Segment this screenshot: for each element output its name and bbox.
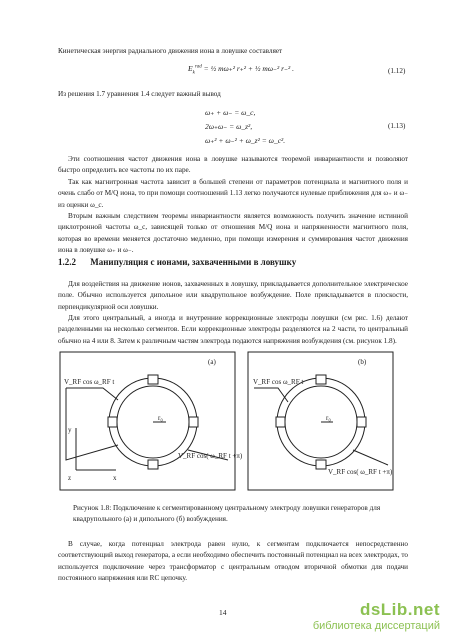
eq13-number: (1.13): [388, 122, 406, 130]
section-heading: [58, 257, 308, 267]
panel-b-wire-right: [353, 450, 388, 465]
paragraph-cyclotron: Вторым важным следствием теоремы инвариантности является возможность получить значение истинной циклотронной частоты ω_c, зависящей только от отношения M/Q иона и напряженности магнитного поля, которая во времени меняется достаточно медленно, при помощи измерения и суммирования частот движения иона в ловушке ω₊ и ω₋.: [58, 212, 408, 254]
equation-1-13: [205, 106, 285, 148]
eq12-number: (1.12): [388, 67, 406, 75]
figure-caption: Рисунок 1.8: Подключение к сегментированному центральному электроду ловушки генераторов для квадрупольного (а) и дипольного (б) возбуждения.: [73, 504, 381, 523]
fig-r0-a: r₀: [158, 414, 163, 422]
fig-z-label: z: [68, 474, 72, 482]
segment-gap: [276, 417, 285, 427]
panel-a-wire-top: [66, 388, 118, 400]
fig-vrf-a-bottom: V_RF cos( ω_RF t +π): [178, 452, 243, 460]
fig-label-a: (a): [208, 358, 216, 366]
paragraph-connection: В случае, когда потенциал электрода равен нулю, к сегментам подключается непосредственно соответствующий выход генератора, а если необходимо обеспечить постоянный потенциал на всех электродах, то используется подключение через трансформатор с центральным отводом вторичной обмотки для подачи постоянного напряжения или RC цепочку.: [58, 540, 408, 582]
equation-1-12: $E_k^{rad}$ = ½ mω₊² r₊² + ½ mω₋² r₋² .: [188, 64, 294, 76]
fig-label-b: (b): [358, 358, 367, 366]
intro-text: Кинетическая энергия радиального движения иона в ловушке составляет: [58, 47, 283, 55]
fig-vrf-b-bottom: V_RF cos( ω_RF t +π): [328, 468, 393, 476]
fig-vrf-a-top: V_RF cos ω_RF t: [64, 378, 115, 386]
paragraph-magnetron: Так как магнитронная частота зависит в большей степени от параметров потенциала и магнитного поля и очень слабо от M/Q иона, то при помощи соотношений 1.13 легко получаются нулевые приближения для ω₊ и ω₋ из оценки ω_c.: [58, 178, 408, 209]
section-number: 1.2.2: [58, 257, 76, 267]
section-title: Манипуляция с ионами, захваченными в ловушку: [90, 257, 297, 267]
segment-gap: [189, 417, 198, 427]
fig-x-label: x: [113, 474, 117, 482]
eq13-line: 2ω₊ω₋ = ω_z²,: [205, 122, 253, 131]
segment-gap: [357, 417, 366, 427]
eq13-line: ω₊ + ω₋ = ω_c,: [205, 108, 256, 117]
watermark: [313, 600, 440, 632]
figure-1-8: [58, 350, 398, 495]
segment-gap: [148, 375, 158, 384]
watermark-subtitle: библиотека диссертаций: [312, 620, 440, 632]
eq12-rhs: = ½ mω₊² r₊² + ½ mω₋² r₋² .: [203, 64, 294, 73]
segment-gap: [316, 460, 326, 469]
eq13-line: ω₊² + ω₋² + ω_z² = ω_c².: [205, 136, 286, 145]
fig-vrf-b-top: V_RF cos ω_RF t: [253, 378, 304, 386]
fig-y-label: y: [68, 426, 72, 434]
segment-gap: [316, 375, 326, 384]
fig-r0-b: r₀: [326, 414, 331, 422]
from-solution-text: Из решения 1.7 уравнения 1.4 следует важный вывод: [58, 90, 221, 98]
paragraph-segments: Для этого центральный, а иногда и внутренние коррекционные электроды ловушки (см рис. 1.6) делают разделенными на несколько сегментов. Если коррекционные электроды разделяются на 2 части, то центральный обычно на 4 или 8. Затем к различным частям электрода подаются напряжения возбуждения (см. рисунок 1.8).: [58, 314, 408, 345]
eq12-lhs: E: [188, 64, 193, 73]
page-number: 14: [219, 608, 227, 617]
paragraph-invariance: Эти соотношения частот движения иона в ловушке называются теоремой инвариантности и позволяют быстро определить все частоты по их паре.: [58, 155, 408, 175]
segment-gap: [148, 460, 158, 469]
watermark-logo: dsLib.net: [359, 600, 440, 619]
segment-gap: [108, 417, 117, 427]
paragraph-excitation: Для воздействия на движение ионов, захваченных в ловушку, прикладывается дополнительное электрическое поле. Обычно используется дипольное или квадрупольное возбуждение. Поле прикладывается в плоскости, перпендикулярной оси ловушки.: [58, 280, 408, 311]
